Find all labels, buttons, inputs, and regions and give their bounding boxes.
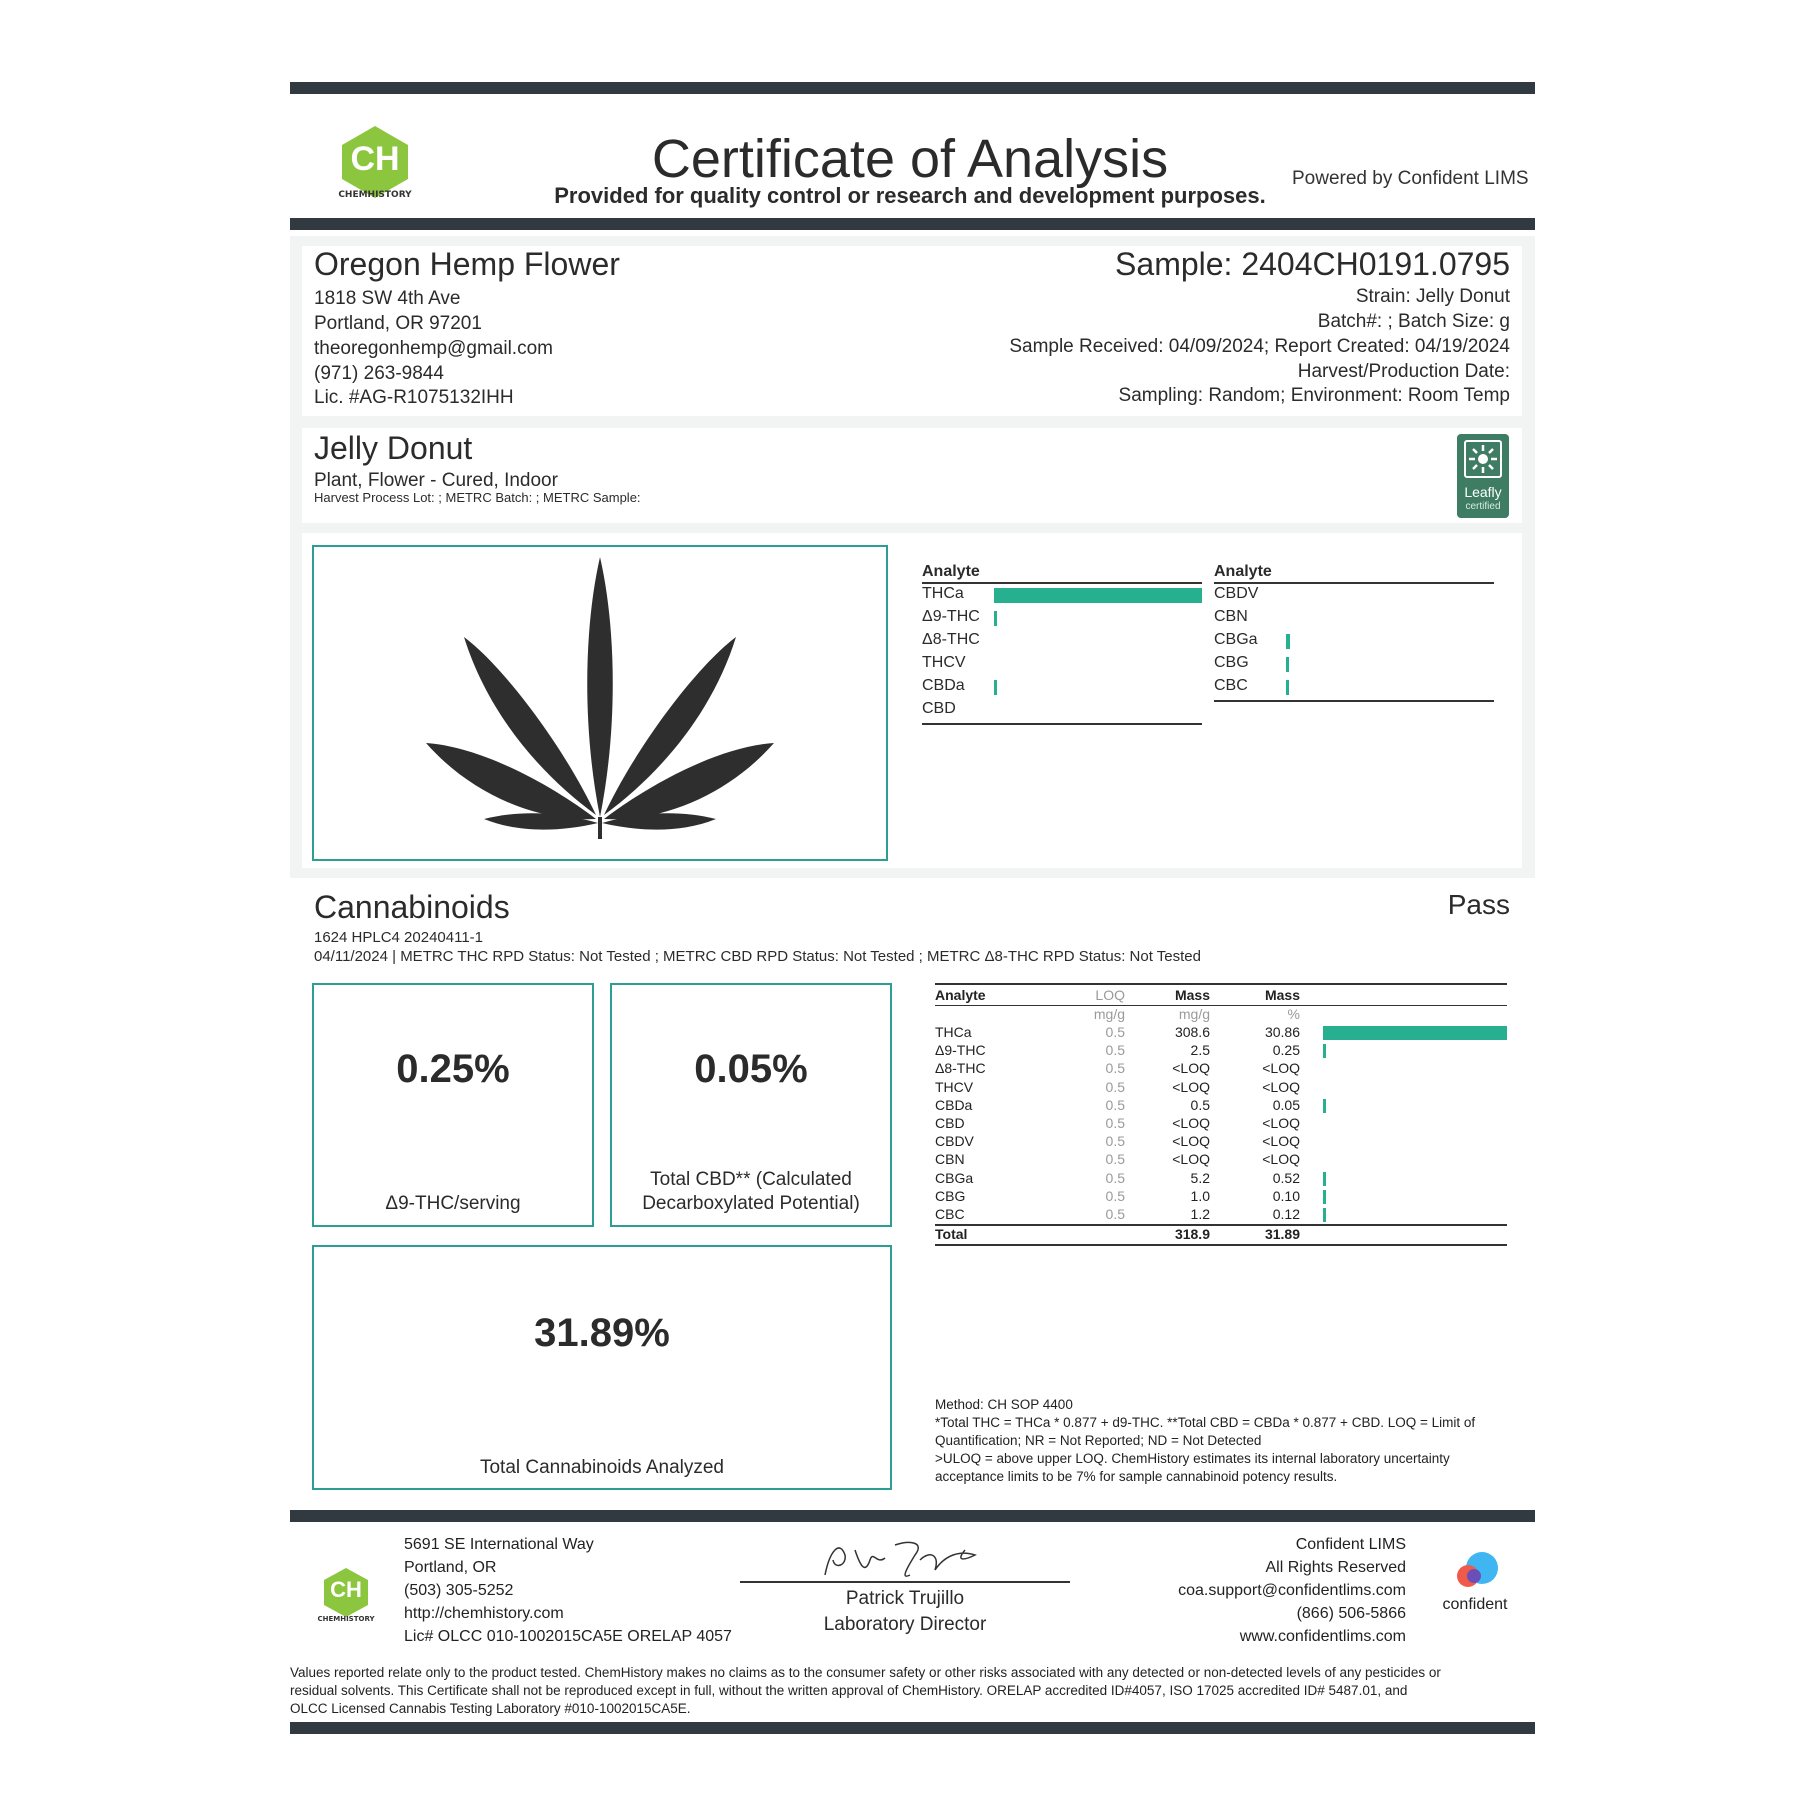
summary-chart-left: [922, 563, 1202, 763]
table-row-bar: [1323, 1099, 1326, 1113]
table-cell-loq: 0.5: [1105, 1078, 1125, 1095]
summary-row-label: CBD: [922, 700, 956, 717]
table-cell-pct: 0.25: [1272, 1042, 1300, 1059]
disclaimer-line3: OLCC Licensed Cannabis Testing Laboratory #010-1002015CA5E.: [290, 1701, 691, 1716]
thc-serving-value: 0.25%: [396, 1047, 510, 1091]
table-top-rule: [935, 983, 1507, 985]
total-cbd-value: 0.05%: [694, 1047, 808, 1091]
table-row: [935, 1060, 1505, 1078]
table-cell-analyte: CBC: [935, 1206, 965, 1222]
thc-serving-label: Δ9-THC/serving: [385, 1193, 521, 1214]
table-cell-mgg: 5.2: [1190, 1169, 1210, 1186]
sample-strain: Strain: Jelly Donut: [1355, 286, 1510, 307]
footer-lab-logo: [318, 1565, 374, 1621]
client-address1: 1818 SW 4th Ave: [314, 288, 461, 309]
table-cell-loq: 0.5: [1105, 1169, 1125, 1186]
table-cell-loq: 0.5: [1105, 1096, 1125, 1113]
footer-rule: [290, 1510, 1535, 1522]
table-cell-loq: 0.5: [1105, 1133, 1125, 1150]
table-cell-loq: 0.5: [1105, 1024, 1125, 1040]
summary-row: [1214, 631, 1494, 653]
table-cell-pct: <LOQ: [1262, 1115, 1300, 1131]
table-row: [935, 1097, 1505, 1115]
sample-dates: Sample Received: 04/09/2024; Report Created: 04/19/2024: [1009, 336, 1510, 357]
total-cbd-box: [610, 983, 892, 1227]
table-cell-mgg: 1.0: [1190, 1187, 1210, 1204]
leafly-badge-sub: certified: [1465, 501, 1501, 512]
table-row-bar: [1323, 1190, 1326, 1204]
summary-row-bar: [1286, 634, 1290, 649]
table-row: [935, 1206, 1505, 1224]
confident-logo-icon: [1430, 1548, 1520, 1596]
header-mass-pct: Mass: [1264, 987, 1300, 1003]
summary-row-label: CBN: [1214, 608, 1248, 625]
lab-website[interactable]: http://chemhistory.com: [404, 1605, 564, 1622]
total-cbd-label-1: Total CBD** (Calculated: [650, 1169, 852, 1190]
summary-row: [1214, 654, 1494, 676]
table-cell-pct: 0.05: [1272, 1096, 1300, 1113]
disclaimer-line2: residual solvents. This Certificate shall not be reproduced except in full, without the written approval of ChemHistory. ORELAP accredited ID#4057, ISO 17025 accredited ID# 5487.01, and: [290, 1683, 1408, 1698]
header-analyte: Analyte: [935, 987, 986, 1003]
total-cbd-label-2: Decarboxylated Potential): [642, 1193, 860, 1214]
sample-harvest: Harvest/Production Date:: [1297, 361, 1510, 382]
signature-line: [740, 1581, 1070, 1583]
table-row: [935, 1151, 1505, 1169]
header-mass-mgg: Mass: [1174, 987, 1210, 1003]
summary-header-rule: [922, 582, 1202, 584]
table-cell-analyte: CBGa: [935, 1169, 974, 1186]
signer-name: Patrick Trujillo: [845, 1588, 965, 1609]
table-cell-mgg: <LOQ: [1172, 1115, 1210, 1131]
table-cell-loq: 0.5: [1105, 1187, 1125, 1204]
total-mgg: 318.9: [1174, 1226, 1210, 1242]
table-cell-loq: 0.5: [1105, 1115, 1125, 1131]
summary-row: [922, 585, 1202, 607]
lims-phone: (866) 506-5866: [1296, 1605, 1406, 1622]
header-loq: LOQ: [1095, 987, 1125, 1003]
client-panel: [302, 246, 1522, 416]
sample-batch: Batch#: ; Batch Size: g: [1317, 311, 1510, 332]
footer-lab-logo-caption: CHEMHISTORY: [317, 1615, 375, 1623]
client-address2: Portland, OR 97201: [314, 313, 482, 334]
summary-col-header: Analyte: [1214, 563, 1272, 580]
table-cell-pct: <LOQ: [1262, 1151, 1300, 1168]
lims-website[interactable]: www.confidentlims.com: [1239, 1628, 1406, 1645]
lab-address1: 5691 SE International Way: [404, 1536, 594, 1553]
table-cell-mgg: 1.2: [1190, 1206, 1210, 1222]
lab-logo: [330, 120, 420, 204]
footer-lab-logo-text: CH: [330, 1577, 362, 1602]
total-cannabinoids-label: Total Cannabinoids Analyzed: [479, 1457, 724, 1478]
top-rule: [290, 82, 1535, 94]
table-cell-analyte: CBG: [935, 1187, 966, 1204]
product-panel: [302, 428, 1522, 523]
disclaimer: [290, 1664, 1535, 1718]
powered-by: Powered by Confident LIMS: [1292, 168, 1529, 189]
table-cell-pct: <LOQ: [1262, 1060, 1300, 1077]
table-cell-pct: 30.86: [1264, 1024, 1300, 1040]
table-row: [935, 1170, 1505, 1188]
lab-contact: [404, 1533, 732, 1648]
table-cell-mgg: <LOQ: [1172, 1060, 1210, 1077]
table-row: [935, 1079, 1505, 1097]
table-row: [935, 1188, 1505, 1206]
lab-logo-caption: CHEMHISTORY: [338, 190, 412, 200]
unit-mass-pct: %: [1287, 1006, 1300, 1022]
summary-row: [922, 677, 1202, 699]
note-total-thc: *Total THC = THCa * 0.877 + d9-THC. **Total CBD = CBDa * 0.877 + CBD. LOQ = Limit of: [935, 1415, 1476, 1430]
lab-phone: (503) 305-5252: [404, 1582, 514, 1599]
note-uloq: >ULOQ = above upper LOQ. ChemHistory estimates its internal laboratory uncertainty: [935, 1451, 1450, 1466]
summary-row-bar: [1286, 657, 1289, 672]
table-row: [935, 1133, 1505, 1151]
page-subtitle: Provided for quality control or research and development purposes.: [554, 183, 1266, 208]
table-cell-pct: <LOQ: [1262, 1078, 1300, 1095]
summary-bottom-rule: [1214, 700, 1494, 702]
run-id: 1624 HPLC4 20240411-1: [314, 929, 484, 946]
note-loq: Quantification; NR = Not Reported; ND = Not Detected: [935, 1433, 1262, 1448]
table-cell-analyte: Δ9-THC: [935, 1042, 986, 1059]
table-row: [935, 1115, 1505, 1133]
table-row-bar: [1323, 1044, 1326, 1058]
client-name: Oregon Hemp Flower: [314, 246, 620, 282]
bottom-rule: [290, 1722, 1535, 1734]
method-notes: [935, 1396, 1520, 1486]
summary-col-header: Analyte: [922, 563, 980, 580]
table-cell-analyte: Δ8-THC: [935, 1060, 986, 1077]
summary-row: [1214, 677, 1494, 699]
table-cell-mgg: 308.6: [1174, 1024, 1210, 1040]
summary-row: [922, 631, 1202, 653]
table-cell-analyte: CBD: [935, 1115, 965, 1131]
summary-row: [1214, 608, 1494, 630]
summary-row-label: THCa: [922, 585, 964, 602]
table-cell-mgg: <LOQ: [1172, 1151, 1210, 1168]
confident-logo-text: confident: [1442, 1596, 1508, 1613]
summary-row-label: CBDV: [1214, 585, 1259, 602]
table-total-row: [935, 1226, 1505, 1244]
thc-serving-box: [312, 983, 594, 1227]
summary-row-label: CBG: [1214, 654, 1249, 671]
summary-row-label: Δ9-THC: [922, 608, 980, 625]
table-cell-pct: <LOQ: [1262, 1133, 1300, 1150]
summary-row-label: THCV: [922, 654, 966, 671]
client-license: Lic. #AG-R1075132IHH: [314, 387, 514, 408]
sample-sampling: Sampling: Random; Environment: Room Temp: [1118, 385, 1510, 406]
pass-status: Pass: [1447, 889, 1510, 920]
table-cell-analyte: THCV: [935, 1078, 974, 1095]
client-phone: (971) 263-9844: [314, 363, 444, 384]
total-cannabinoids-value: 31.89%: [534, 1311, 670, 1355]
summary-row: [922, 700, 1202, 722]
total-cannabinoids-box: [312, 1245, 892, 1490]
table-units: [935, 1006, 1505, 1024]
table-bottom-rule: [935, 1244, 1507, 1246]
client-email[interactable]: theoregonhemp@gmail.com: [314, 338, 553, 359]
cannabinoids-panel: [302, 885, 1522, 1500]
lab-license: Lic# OLCC 010-1002015CA5E ORELAP 4057: [404, 1628, 732, 1645]
product-lots: Harvest Process Lot: ; METRC Batch: ; METRC Sample:: [314, 490, 641, 505]
table-row-bar: [1323, 1172, 1326, 1186]
leafly-badge: [1457, 434, 1509, 518]
summary-bottom-rule: [922, 723, 1202, 725]
lims-email[interactable]: coa.support@confidentlims.com: [1178, 1582, 1406, 1599]
table-cell-analyte: CBDa: [935, 1096, 973, 1113]
table-cell-loq: 0.5: [1105, 1206, 1125, 1222]
product-type: Plant, Flower - Cured, Indoor: [314, 470, 558, 491]
note-method: Method: CH SOP 4400: [935, 1397, 1073, 1412]
unit-mass-mgg: mg/g: [1178, 1006, 1210, 1022]
lims-name: Confident LIMS: [1295, 1536, 1406, 1553]
summary-row: [922, 654, 1202, 676]
cannabinoids-title: Cannabinoids: [314, 889, 510, 925]
table-cell-loq: 0.5: [1105, 1151, 1125, 1168]
leafly-badge-text: Leafly: [1464, 484, 1502, 500]
table-cell-pct: 0.10: [1272, 1187, 1300, 1204]
table-row: [935, 1024, 1505, 1042]
table-cell-mgg: 2.5: [1190, 1042, 1210, 1059]
cannabis-leaf-icon: [314, 547, 886, 859]
table-header: [935, 987, 1505, 1005]
summary-row-label: CBDa: [922, 677, 965, 694]
sample-id: Sample: 2404CH0191.0795: [1115, 246, 1510, 282]
confident-logo: [1430, 1548, 1520, 1618]
summary-row-label: CBC: [1214, 677, 1248, 694]
summary-chart-right: [1214, 563, 1494, 763]
summary-row: [922, 608, 1202, 630]
table-cell-mgg: <LOQ: [1172, 1133, 1210, 1150]
rpd-status-line: 04/11/2024 | METRC THC RPD Status: Not Tested ; METRC CBD RPD Status: Not Tested ; METRC Δ8-THC RPD Status: Not Tested: [314, 948, 1201, 965]
summary-row-label: CBGa: [1214, 631, 1258, 648]
table-cell-analyte: CBN: [935, 1151, 965, 1168]
summary-row-bar: [994, 680, 997, 695]
product-name: Jelly Donut: [314, 430, 473, 466]
total-label: Total: [935, 1226, 968, 1242]
signer-title: Laboratory Director: [823, 1614, 987, 1635]
table-cell-loq: 0.5: [1105, 1060, 1125, 1077]
note-uncertainty: acceptance limits to be 7% for sample cannabinoid potency results.: [935, 1469, 1338, 1484]
summary-header-rule: [1214, 582, 1494, 584]
summary-row-label: Δ8-THC: [922, 631, 980, 648]
lims-contact: [1110, 1533, 1406, 1648]
product-image-frame: [312, 545, 888, 861]
table-row-bar: [1323, 1026, 1507, 1040]
table-cell-loq: 0.5: [1105, 1042, 1125, 1059]
lab-logo-text: CH: [350, 140, 400, 178]
table-cell-mgg: 0.5: [1190, 1096, 1210, 1113]
header-rule: [290, 218, 1535, 230]
page-title: Certificate of Analysis: [651, 129, 1169, 189]
table-cell-mgg: <LOQ: [1172, 1078, 1210, 1095]
table-cell-analyte: THCa: [935, 1024, 972, 1040]
lab-address2: Portland, OR: [404, 1559, 497, 1576]
table-cell-pct: 0.52: [1272, 1169, 1300, 1186]
table-row: [935, 1042, 1505, 1060]
total-pct: 31.89: [1264, 1226, 1300, 1242]
table-cell-pct: 0.12: [1272, 1206, 1300, 1222]
table-row-bar: [1323, 1208, 1326, 1222]
summary-row-bar: [1286, 680, 1289, 695]
unit-loq: mg/g: [1093, 1006, 1125, 1022]
overview-panel: [302, 533, 1522, 868]
summary-row: [1214, 585, 1494, 607]
table-cell-analyte: CBDV: [935, 1133, 974, 1150]
disclaimer-line1: Values reported relate only to the product tested. ChemHistory makes no claims as to the consumer safety or other risks associated with any detected or non-detected levels of any pesticides or: [290, 1665, 1441, 1680]
results-table: [935, 983, 1507, 1243]
summary-row-bar: [994, 611, 997, 626]
summary-row-bar: [994, 588, 1202, 603]
lims-rights: All Rights Reserved: [1265, 1559, 1406, 1576]
leafly-badge-icon: [1464, 440, 1502, 478]
